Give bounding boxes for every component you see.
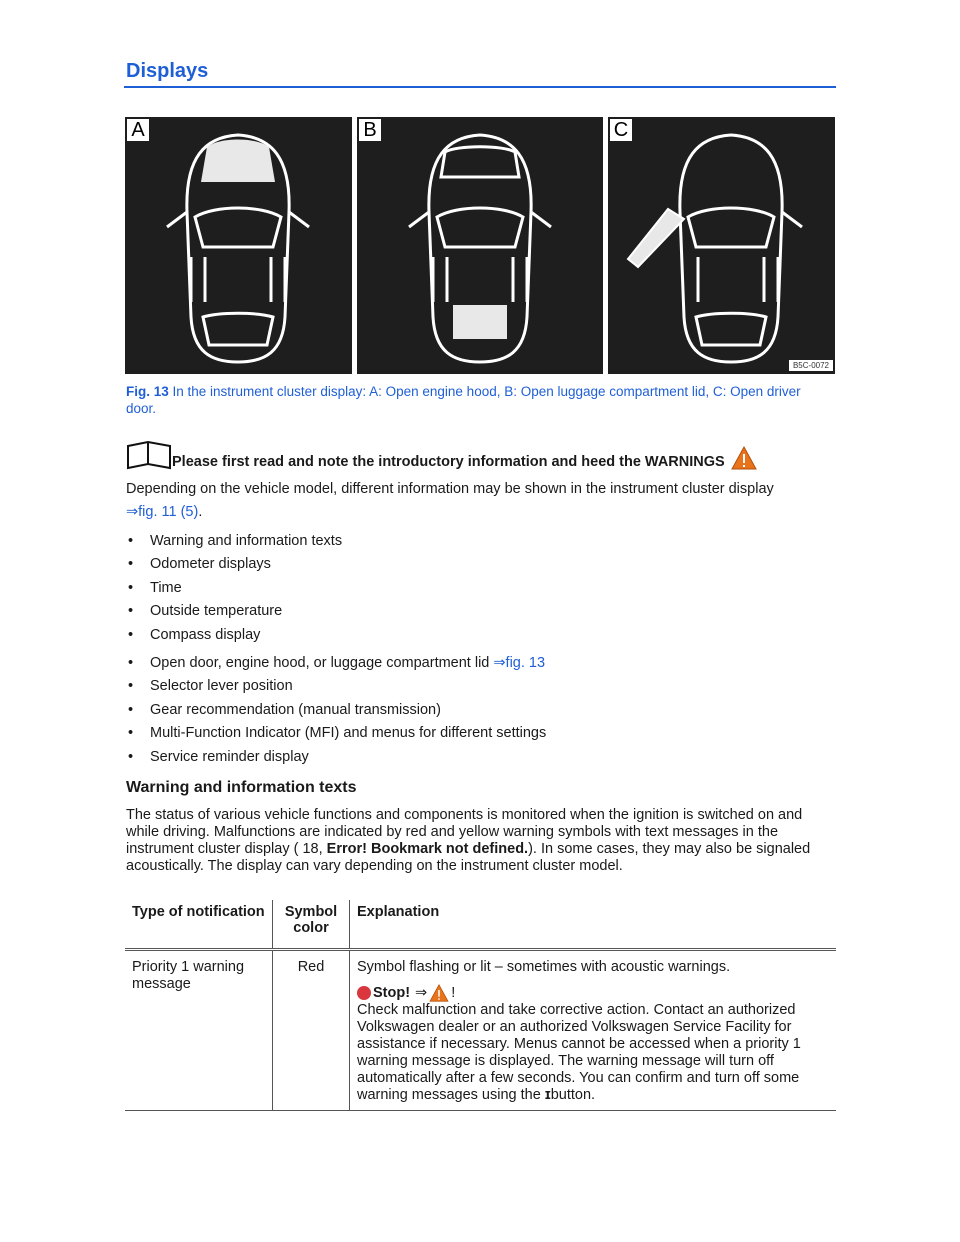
cell-explanation (350, 950, 837, 1111)
list-item: • Outside temperature (126, 601, 342, 624)
excl-glyph: ! (451, 984, 456, 1001)
fig-11-link[interactable]: ⇒fig. 11 (5) (126, 504, 199, 520)
cell-color: Red (273, 950, 350, 1111)
stop-icon (357, 986, 371, 1000)
read-notice (126, 440, 757, 470)
stop-label: Stop! (373, 984, 411, 1001)
display-list-b (126, 653, 546, 770)
figure-code: B5C-0072 (789, 360, 833, 371)
section-heading: Warning and information texts (126, 779, 357, 796)
panel-a (125, 117, 352, 374)
car-outline-trunk-open (357, 117, 603, 374)
intro-paragraph (126, 481, 836, 498)
panel-c (608, 117, 835, 374)
title-divider (124, 86, 836, 88)
list-item: • Odometer displays (126, 554, 342, 577)
list-item-text: Open door, engine hood, or luggage compartment lid (150, 655, 494, 671)
notice-text: Please first read and note the introductory information and heed the WARNINGS (172, 454, 725, 470)
page-title: Displays (126, 60, 209, 82)
car-outline-hood-open (125, 117, 352, 374)
list-item (126, 653, 546, 676)
trunk-highlight (453, 305, 507, 339)
section-text-end: ). In some cases, they may also be signaled acoustically. The display can vary depending on the instrument cluster model. (126, 841, 811, 874)
ok-button-glyph: ɪ (544, 1087, 551, 1103)
table-row (125, 950, 836, 1111)
fig-13-link[interactable]: ⇒fig. 13 (493, 655, 546, 671)
explanation-line: Symbol flashing or lit – sometimes with acoustic warnings. (357, 959, 731, 975)
door-highlight (628, 209, 684, 267)
book-icon (126, 440, 172, 470)
stop-line (357, 984, 829, 1002)
warning-icon (429, 984, 449, 1002)
arrow-glyph: ⇒ (415, 984, 428, 1001)
bookmark-error: Error! Bookmark not defined. (326, 841, 529, 857)
caption-label: Fig. 13 (126, 384, 169, 399)
list-item: • Multi-Function Indicator (MFI) and menus for different settings (126, 723, 546, 746)
panel-letter: C (610, 119, 632, 141)
header-explanation: Explanation (357, 904, 440, 920)
list-item: • Time (126, 578, 342, 601)
panel-letter: A (127, 119, 149, 141)
warning-icon (731, 446, 757, 470)
explanation-end: button. (550, 1087, 596, 1103)
intro-text: Depending on the vehicle model, different information may be shown in the instrument cluster display (126, 481, 774, 497)
figure-caption (126, 383, 831, 417)
list-item: • Selector lever position (126, 676, 546, 699)
header-color: Symbol color (273, 900, 350, 950)
explanation-body (357, 1002, 829, 1104)
list-item: • Compass display (126, 625, 342, 648)
panel-letter: B (359, 119, 381, 141)
panel-b (357, 117, 603, 374)
table-header-row (125, 900, 836, 950)
list-item: • Gear recommendation (manual transmission) (126, 700, 546, 723)
figure-13 (125, 117, 835, 374)
header-type: Type of notification (125, 900, 273, 950)
cell-type: Priority 1 warning message (125, 950, 273, 1111)
hood-highlight (201, 140, 275, 183)
intro-ref-line (126, 504, 836, 521)
notification-table (125, 900, 836, 1111)
list-item: • Warning and information texts (126, 531, 342, 554)
section-text: The status of various vehicle functions and components is monitored when the ignition is switched on and while driving. Malfunctions are indicated by red and yellow warning symbols with text messages in the instrument cluster display ( 18, (126, 807, 803, 857)
list-item: • Service reminder display (126, 747, 546, 770)
car-outline-door-open (608, 117, 835, 374)
intro-end: . (198, 504, 203, 520)
display-list-a (126, 531, 342, 648)
section-paragraph (126, 807, 831, 875)
caption-text: In the instrument cluster display: A: Open engine hood, B: Open luggage compartment lid, C: Open driver door. (126, 384, 801, 416)
explanation-text: Check malfunction and take corrective action. Contact an authorized Volkswagen dealer or an authorized Volkswagen Service Facility for assistance if necessary. Menus cannot be accessed when a priority 1 warning message is displayed. The warning message will turn off automatically after a few seconds. You can confirm and turn off some warning messages using the (357, 1002, 801, 1103)
